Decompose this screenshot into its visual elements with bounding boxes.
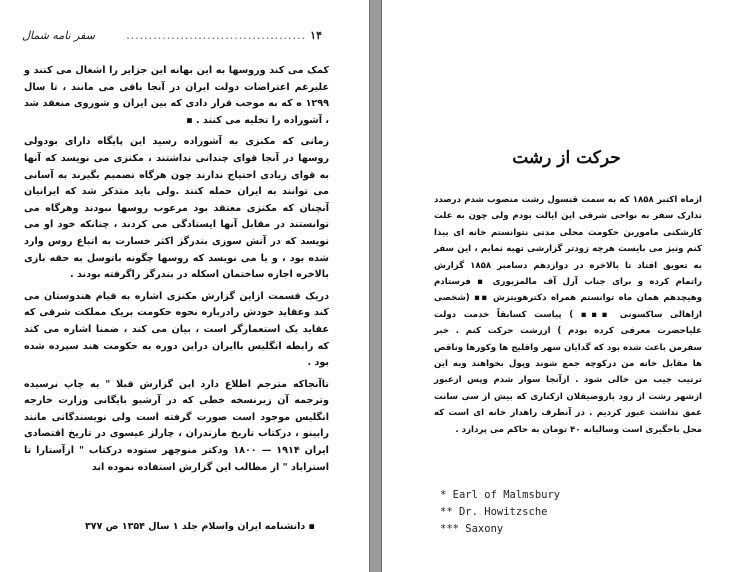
paragraph: ازماه اکتبر ۱۸۵۸ که به سمت قنسول رشت منصوب شدم درصدد تدارک سفر به نواحی شرقی این ایالت بودم ولی چون به علت کارشکنی ماموربن حکومت محلی مدتی نتوانستم خانه ای بیدا کنم ونیز می بایست هرچه زودتر گزارشی تهیه نمایم ، این سفر به تعویق افتاد تا بالاخره در دوازدهم دسامبر ۱۸۵۸ گزارش راتمام کرده و برای جناب آرل آف مالمزبوری ▪ فرستادم وهیچدهم همان ماه توانستم همراه دکترهویتزش ▪▪ (شخصی ازاهالی ساکسونی ▪▪▪ ) پیاست کسابقاً خدمت دولت علیاحضرت معرفی کرده بودم ) ازرشت حرکت کنم . خبر سفرمن باعث شده بود که گدایان سهر واقلیج ها وکورها وناقص ها مقابل خانه من درکوچه جمع شوند وپول بخواهند وبه این ترتیب جیب من خالی شود . ازآنجا سوار شدم وپس ازعبور ازشهر رشت از رود باروصیقلان ازکناری که بیش از سی سانت عمق نداشت عبور کردیم . در آنطرف راهدار خانه ای است که محل باجگیری است وسالیانه ۴۰ تومان به حاکم می پردازد . — [434, 195, 702, 435]
note-line: *** Saxony — [440, 523, 504, 535]
right-body-text — [434, 192, 702, 438]
left-page — [0, 0, 369, 572]
paragraph: دریک قسمت ازاین گزارش مکنزی اشاره به قیام هندوستان می کند وعقاید خودش رادرباره نحوه حکومت بریک مملکت شرقی که عقاید یک استعمارگر است ، بیان می کند ، ضمنا اشاره می کند که رابطه انگلیس باایران دراین دوره به حکومت هند سپرده شده بود . — [24, 290, 329, 369]
right-page — [382, 0, 751, 572]
left-body-text — [24, 63, 329, 476]
header-dots: ........................................ — [126, 28, 307, 42]
footnote: ▪ دانشنامه ایران واسلام جلد ۱ سال ۱۳۵۴ ص ۳۷۷ — [84, 521, 315, 532]
page-number: ۱۴ — [310, 28, 322, 42]
running-header — [22, 27, 322, 43]
page-gutter — [369, 0, 382, 572]
paragraph: زمانی که مکنزی به آشوراده رسید این پایگاه دارای بودولی روسها در آنجا قوای چندانی نداشتند ، مکنزی می نویسد که آنها به قوای زیادی احتیاج ندارند چون هرگاه تصمیم بگیرند به آسانی می توانند به ایران حمله کنند .ولی باید متذکر شد که ایرانیان آنچنان که مکنزی معتقد بود مرعوب روسها نبودند وهرگاه می توانستند در مقابل آنها ایستادگی می کردند ، چنانکه خود او می نویسد که در آتش سوزی بندرگز اکثر خسارت به اتباع روس وارد شده بود ، و یا می نویسد که روسها چگونه باتوسل به حقه بازی بالاخره اجازه ساختمان اسکله در بندرگز راگرفته بودند . — [24, 136, 329, 281]
note-line: * Earl of Malmsbury — [440, 489, 561, 501]
header-title: سفر نامه شمال — [22, 28, 95, 42]
paragraph: کمک می کند وروسها به این بهانه این جزایر را اشغال می کنند و علیرغم اعتراضات دولت ایران در آنجا باقی می مانند ، تا سال ۱۲۹۹ ه که به موجب قرار دادی که بین ایران و شوروی منعقد شد ، آشوراده را تخلیه می کنند . ▪ — [24, 65, 329, 126]
paragraph: تاآنجاکه مترجم اطلاع دارد این گزارش قبلا " به چاپ نرسیده وترجمه آن زیرنسخه خطی که در آرشیو بایگانی وزارت خارجه انگلیس موجود است صورت گرفته است ولی نویسندگانی مانند رابینو ، درکتاب تاریخ مازندران ، چارلز عیسوی در تاریخ اقتصادی ایران ۱۹۱۴ — ۱۸۰۰ ودکتر منوچهر ستوده درکتاب " ازآستارا تا استراباد " از مطالب این گزارش استفاده نموده اند — [24, 378, 329, 473]
note-line: ** Dr. Howitzsche — [440, 506, 548, 518]
chapter-heading: حرکت از رشت — [512, 148, 621, 168]
translator-notes — [440, 487, 640, 538]
